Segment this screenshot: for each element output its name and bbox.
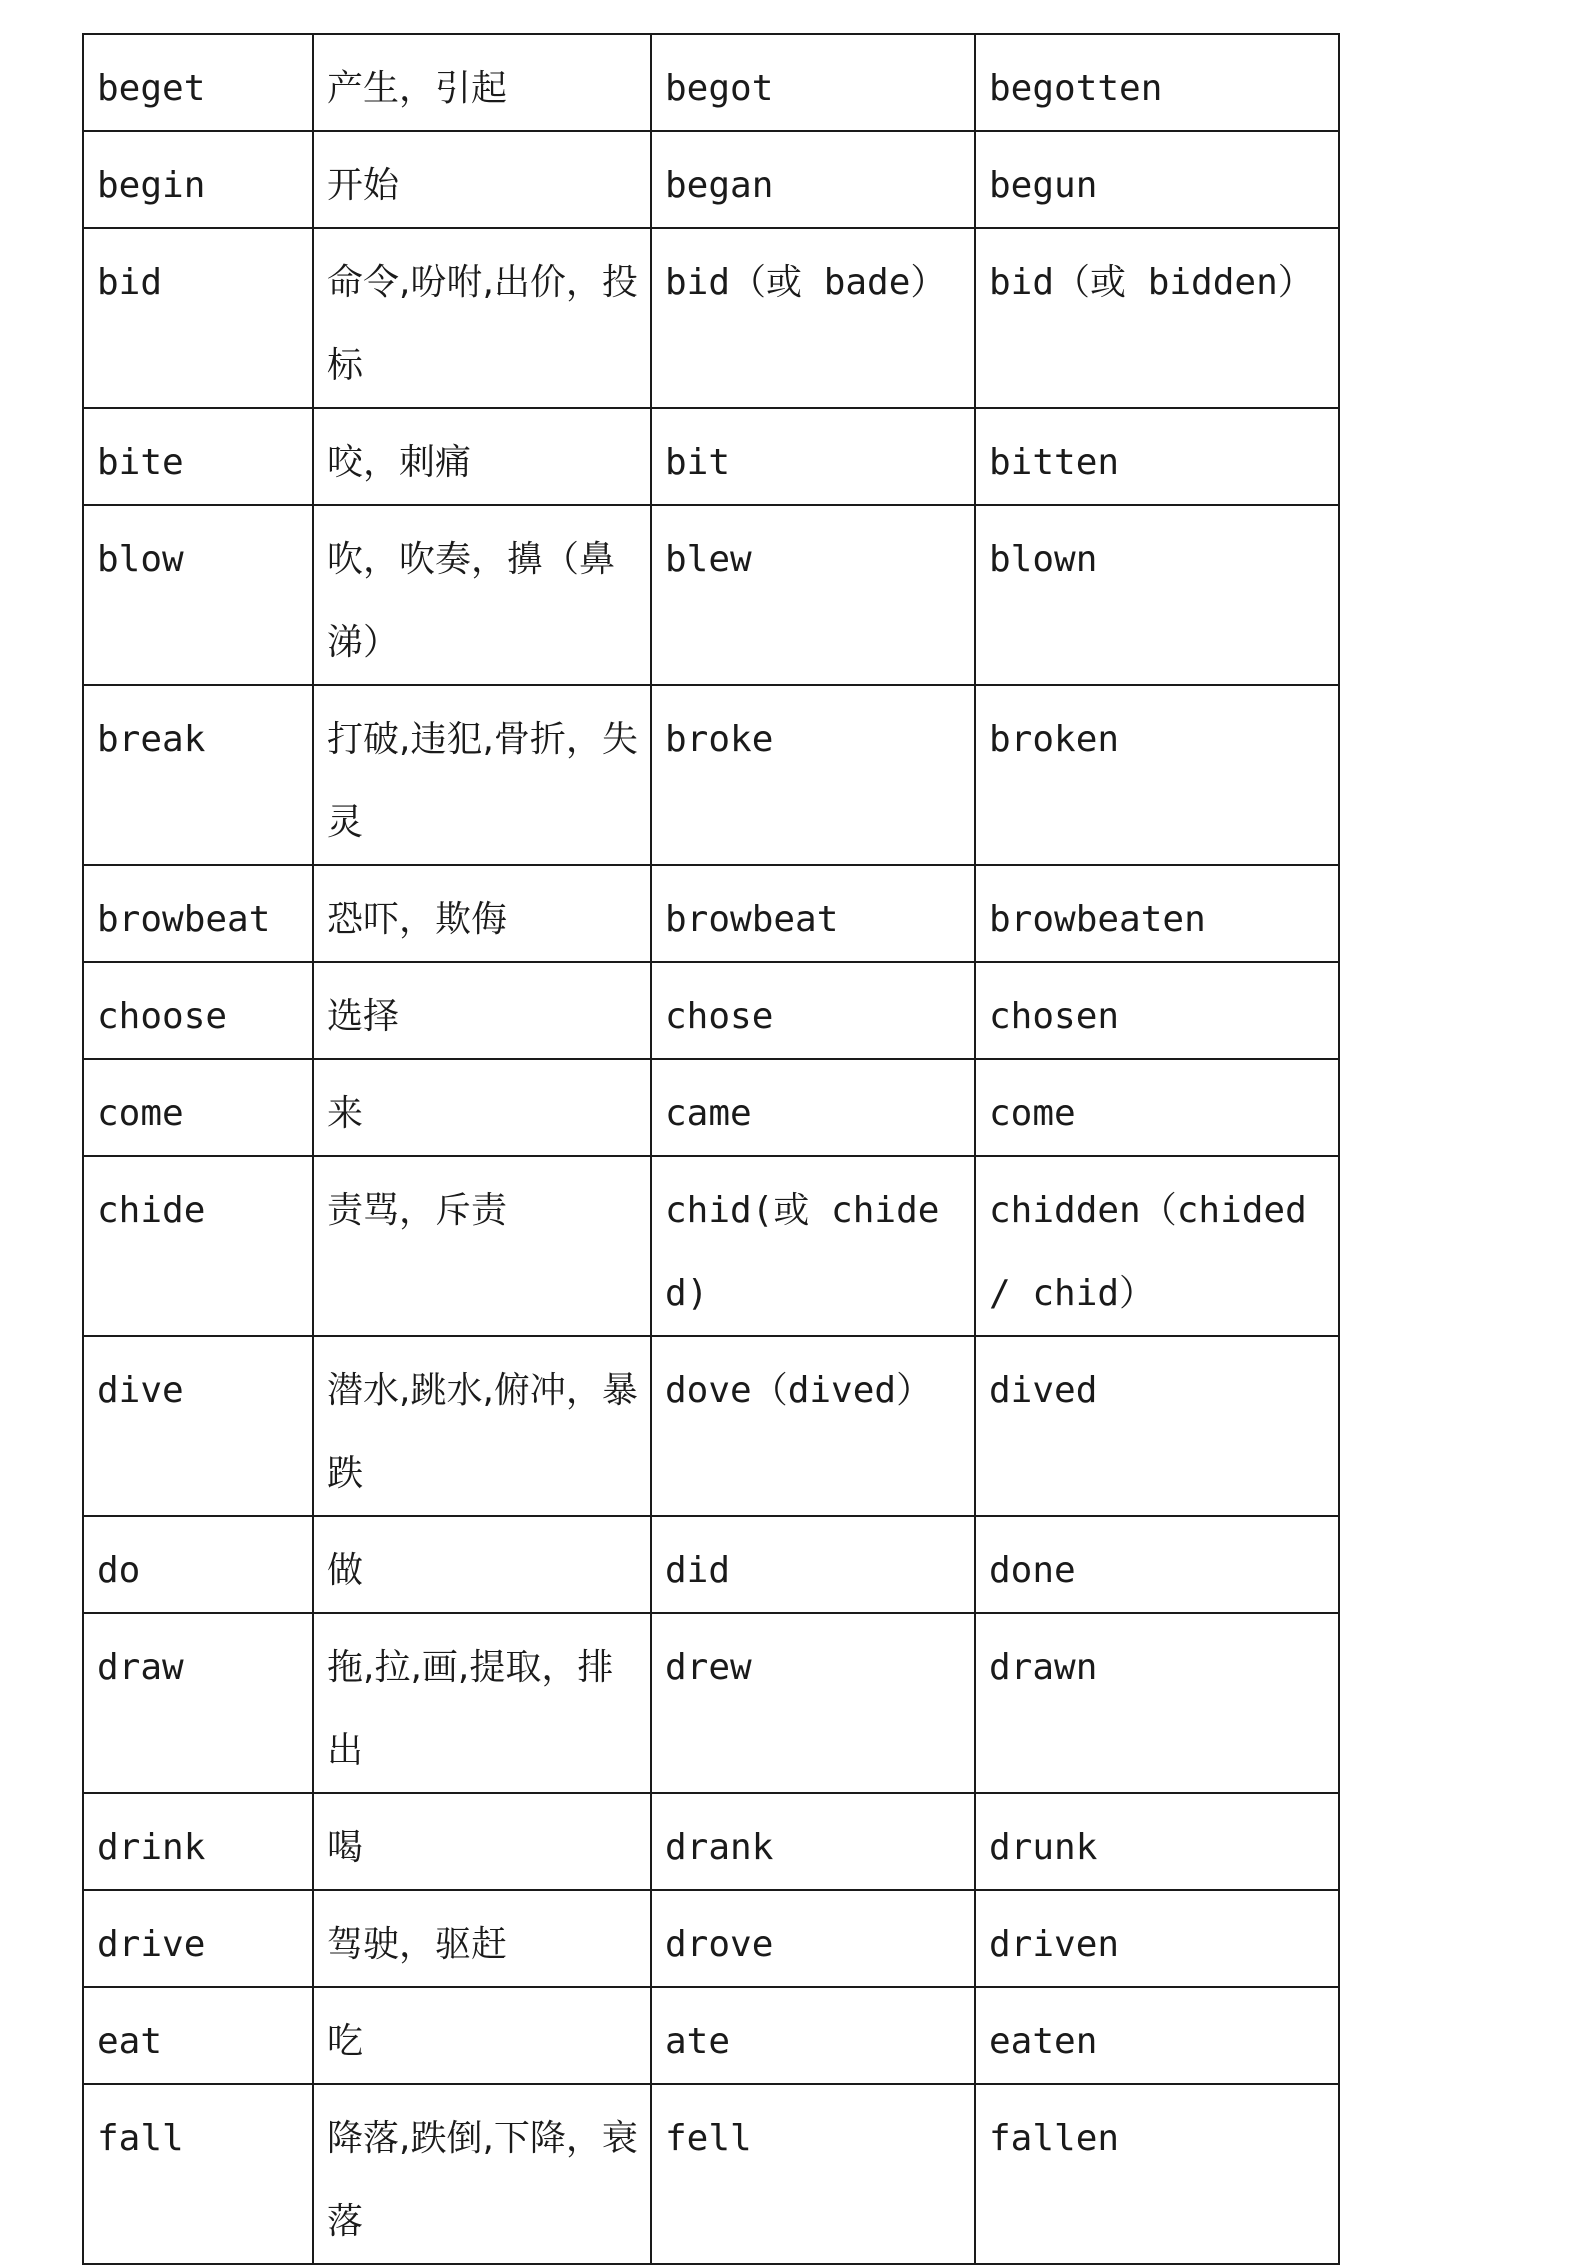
cell-base: bid <box>83 228 313 408</box>
cell-meaning: 潜水,跳水,俯冲，暴跌 <box>313 1336 651 1516</box>
cell-participle: drawn <box>975 1613 1339 1793</box>
table-row <box>83 1987 1339 2084</box>
cell-base: fall <box>83 2084 313 2264</box>
table-row <box>83 2084 1339 2264</box>
cell-base: come <box>83 1059 313 1156</box>
cell-past: fell <box>651 2084 975 2264</box>
cell-participle: drunk <box>975 1793 1339 1890</box>
cell-base: draw <box>83 1613 313 1793</box>
cell-base: eat <box>83 1987 313 2084</box>
cell-base: choose <box>83 962 313 1059</box>
cell-past: ate <box>651 1987 975 2084</box>
irregular-verbs-table <box>82 33 1340 2265</box>
cell-participle: eaten <box>975 1987 1339 2084</box>
cell-past: drank <box>651 1793 975 1890</box>
cell-base: begin <box>83 131 313 228</box>
cell-meaning: 咬，刺痛 <box>313 408 651 505</box>
cell-base: dive <box>83 1336 313 1516</box>
cell-participle: dived <box>975 1336 1339 1516</box>
cell-participle: browbeaten <box>975 865 1339 962</box>
cell-meaning: 拖,拉,画,提取，排出 <box>313 1613 651 1793</box>
cell-past: chid(或 chided) <box>651 1156 975 1336</box>
cell-meaning: 做 <box>313 1516 651 1613</box>
cell-base: break <box>83 685 313 865</box>
cell-past: begot <box>651 34 975 131</box>
table-row <box>83 1793 1339 1890</box>
table-row <box>83 865 1339 962</box>
cell-past: did <box>651 1516 975 1613</box>
cell-meaning: 喝 <box>313 1793 651 1890</box>
table-row <box>83 408 1339 505</box>
cell-past: bit <box>651 408 975 505</box>
cell-meaning: 开始 <box>313 131 651 228</box>
cell-meaning: 来 <box>313 1059 651 1156</box>
cell-past: browbeat <box>651 865 975 962</box>
cell-base: drive <box>83 1890 313 1987</box>
table-body <box>83 34 1339 2264</box>
cell-participle: bitten <box>975 408 1339 505</box>
cell-past: began <box>651 131 975 228</box>
cell-meaning: 打破,违犯,骨折，失灵 <box>313 685 651 865</box>
table-row <box>83 1613 1339 1793</box>
cell-participle: bid（或 bidden） <box>975 228 1339 408</box>
cell-past: dove（dived） <box>651 1336 975 1516</box>
cell-participle: done <box>975 1516 1339 1613</box>
table-row <box>83 131 1339 228</box>
cell-base: beget <box>83 34 313 131</box>
table-row <box>83 1059 1339 1156</box>
table-row <box>83 505 1339 685</box>
cell-meaning: 责骂，斥责 <box>313 1156 651 1336</box>
cell-participle: chidden（chided / chid） <box>975 1156 1339 1336</box>
table-row <box>83 1890 1339 1987</box>
cell-participle: chosen <box>975 962 1339 1059</box>
cell-base: chide <box>83 1156 313 1336</box>
table-row <box>83 962 1339 1059</box>
cell-base: browbeat <box>83 865 313 962</box>
table-row <box>83 1156 1339 1336</box>
table-row <box>83 228 1339 408</box>
cell-past: drove <box>651 1890 975 1987</box>
cell-past: chose <box>651 962 975 1059</box>
cell-participle: fallen <box>975 2084 1339 2264</box>
cell-past: drew <box>651 1613 975 1793</box>
cell-base: blow <box>83 505 313 685</box>
cell-meaning: 吃 <box>313 1987 651 2084</box>
cell-base: drink <box>83 1793 313 1890</box>
cell-participle: broken <box>975 685 1339 865</box>
cell-past: bid（或 bade） <box>651 228 975 408</box>
cell-meaning: 降落,跌倒,下降，衰落 <box>313 2084 651 2264</box>
cell-base: bite <box>83 408 313 505</box>
cell-participle: come <box>975 1059 1339 1156</box>
cell-meaning: 吹，吹奏，擤（鼻涕） <box>313 505 651 685</box>
cell-meaning: 选择 <box>313 962 651 1059</box>
table-row <box>83 685 1339 865</box>
table-row <box>83 1336 1339 1516</box>
table-row <box>83 1516 1339 1613</box>
cell-past: broke <box>651 685 975 865</box>
cell-participle: begotten <box>975 34 1339 131</box>
cell-meaning: 恐吓，欺侮 <box>313 865 651 962</box>
cell-past: came <box>651 1059 975 1156</box>
cell-participle: begun <box>975 131 1339 228</box>
table-row <box>83 34 1339 131</box>
cell-participle: driven <box>975 1890 1339 1987</box>
cell-meaning: 命令,吩咐,出价，投标 <box>313 228 651 408</box>
cell-past: blew <box>651 505 975 685</box>
cell-meaning: 驾驶，驱赶 <box>313 1890 651 1987</box>
cell-participle: blown <box>975 505 1339 685</box>
cell-meaning: 产生，引起 <box>313 34 651 131</box>
cell-base: do <box>83 1516 313 1613</box>
